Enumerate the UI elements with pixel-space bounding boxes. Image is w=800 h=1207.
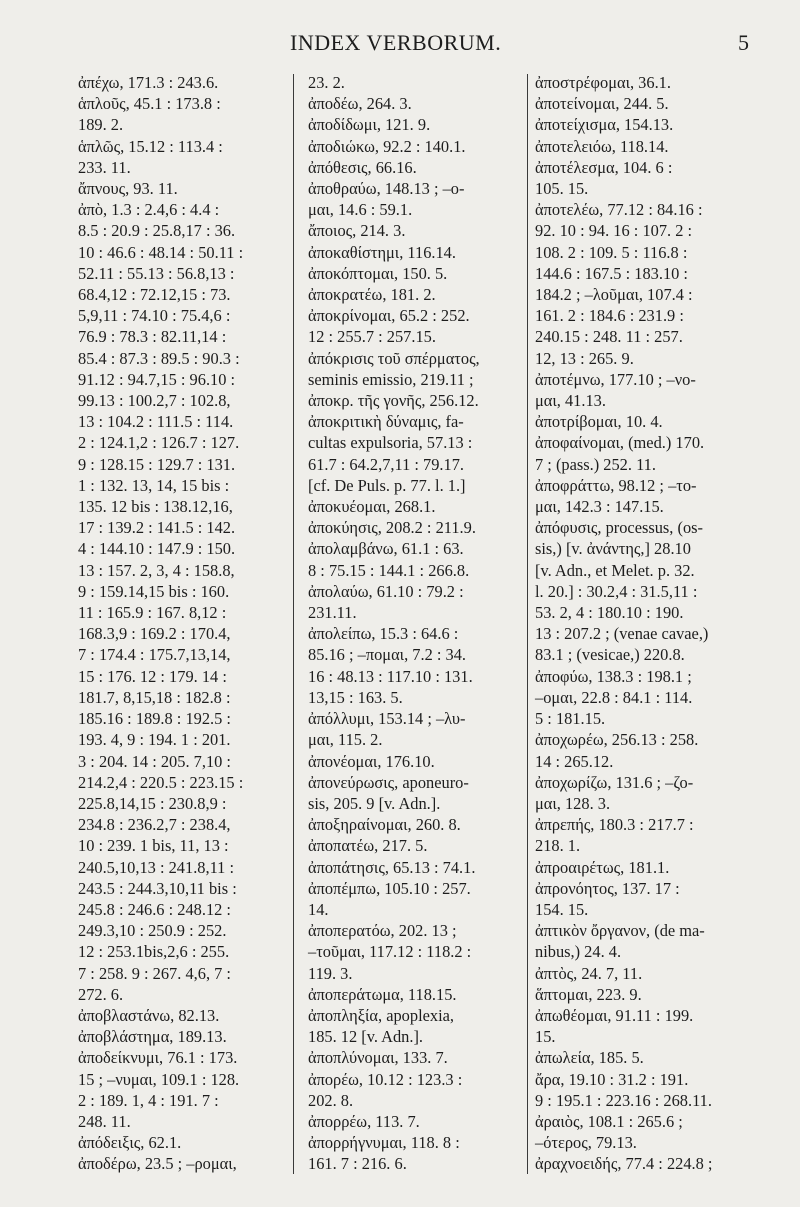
index-line: ἀραχνοειδής, 77.4 : 224.8 ; — [535, 1154, 713, 1174]
index-line: ἀποτελειόω, 118.14. — [535, 136, 669, 156]
index-line: 7 ; (pass.) 252. 11. — [535, 454, 656, 474]
index-line: 61.7 : 64.2,7,11 : 79.17. — [308, 454, 465, 474]
index-line: 9 : 128.15 : 129.7 : 131. — [78, 454, 236, 474]
index-line: ἀποκυέομαι, 268.1. — [308, 497, 436, 517]
index-line: ἀποτέλεσμα, 104. 6 : — [535, 157, 673, 177]
index-line: 7 : 258. 9 : 267. 4,6, 7 : — [78, 963, 231, 983]
index-line: ἀραιὸς, 108.1 : 265.6 ; — [535, 1111, 683, 1131]
index-line: 218. 1. — [535, 836, 581, 856]
index-line: ἀποξηραίνομαι, 260. 8. — [308, 815, 461, 835]
index-line: l. 20.] : 30.2,4 : 31.5,11 : — [535, 581, 698, 601]
index-line: ἀποδίδωμι, 121. 9. — [308, 115, 431, 135]
index-line: ἀπόθεσις, 66.16. — [308, 157, 417, 177]
index-line: ἀποτέμνω, 177.10 ; –νο- — [535, 369, 696, 389]
index-line: ἀποκρίνομαι, 65.2 : 252. — [308, 306, 470, 326]
index-line: 245.8 : 246.6 : 248.12 : — [78, 899, 231, 919]
index-line: 181.7, 8,15,18 : 182.8 : — [78, 687, 231, 707]
index-line: –τοῦμαι, 117.12 : 118.2 : — [308, 942, 472, 962]
index-line: 13 : 157. 2, 3, 4 : 158.8, — [78, 560, 235, 580]
index-line: ἀποκρ. τῆς γονῆς, 256.12. — [308, 391, 479, 411]
index-line: ἀποχωρέω, 256.13 : 258. — [535, 730, 699, 750]
index-line: ἀποκύησις, 208.2 : 211.9. — [308, 518, 476, 538]
index-line: μαι, 41.13. — [535, 391, 606, 411]
index-column-2 — [308, 72, 523, 1175]
index-line: ἀποφράττω, 98.12 ; –το- — [535, 475, 697, 495]
index-line: 135. 12 bis : 138.12,16, — [78, 497, 233, 517]
index-line: nibus,) 24. 4. — [535, 942, 622, 962]
index-line: 8 : 75.15 : 144.1 : 266.8. — [308, 560, 470, 580]
index-line: 189. 2. — [78, 115, 124, 135]
index-line: ἀποστρέφομαι, 36.1. — [535, 73, 671, 92]
index-line: 14 : 265.12. — [535, 751, 614, 771]
index-line: 154. 15. — [535, 899, 589, 919]
index-line: 234.8 : 236.2,7 : 238.4, — [78, 815, 231, 835]
column-divider-1 — [293, 74, 294, 1174]
index-line: 108. 2 : 109. 5 : 116.8 : — [535, 242, 688, 262]
index-line: ἁπλοῦς, 45.1 : 173.8 : — [78, 94, 221, 114]
index-line: 23. 2. — [308, 73, 345, 92]
index-line: 15. — [535, 1027, 556, 1047]
index-line: 231.11. — [308, 603, 357, 623]
index-line: sis, 205. 9 [v. Adn.]. — [308, 793, 441, 813]
index-line: 10 : 46.6 : 48.14 : 50.11 : — [78, 242, 244, 262]
index-line: 76.9 : 78.3 : 82.11,14 : — [78, 327, 227, 347]
index-line: 225.8,14,15 : 230.8,9 : — [78, 793, 227, 813]
index-line: ἀπορρήγνυμαι, 118. 8 : — [308, 1133, 460, 1153]
index-line: –ομαι, 22.8 : 84.1 : 114. — [535, 687, 693, 707]
index-line: 5,9,11 : 74.10 : 75.4,6 : — [78, 306, 231, 326]
index-line: 14. — [308, 899, 329, 919]
index-line: μαι, 128. 3. — [535, 793, 611, 813]
index-line: ἀπὸ, 1.3 : 2.4,6 : 4.4 : — [78, 200, 220, 220]
index-line: ἀπωθέομαι, 91.11 : 199. — [535, 1005, 694, 1025]
index-line: ἀποκριτικὴ δύναμις, fa- — [308, 412, 464, 432]
index-line: ἀπορέω, 10.12 : 123.3 : — [308, 1069, 463, 1089]
index-line: 12, 13 : 265. 9. — [535, 348, 634, 368]
index-line: ἀποπέμπω, 105.10 : 257. — [308, 878, 471, 898]
index-line: ἀποκαθίστημι, 116.14. — [308, 242, 456, 262]
index-line: 10 : 239. 1 bis, 11, 13 : — [78, 836, 229, 856]
index-line: sis,) [v. ἀνάντης,] 28.10 — [535, 539, 691, 559]
index-line: 144.6 : 167.5 : 183.10 : — [535, 263, 688, 283]
index-line: 12 : 255.7 : 257.15. — [308, 327, 436, 347]
index-line: 68.4,12 : 72.12,15 : 73. — [78, 285, 231, 305]
index-line: 11 : 165.9 : 167. 8,12 : — [78, 603, 227, 623]
index-line: 13 : 207.2 ; (venae cavae,) — [535, 624, 709, 644]
index-line: [v. Adn., et Melet. p. 32. — [535, 560, 695, 580]
index-line: 161. 7 : 216. 6. — [308, 1154, 407, 1174]
index-line: 83.1 ; (vesicae,) 220.8. — [535, 645, 685, 665]
index-line: ἀποχωρίζω, 131.6 ; –ζο- — [535, 772, 694, 792]
index-line: 16 : 48.13 : 117.10 : 131. — [308, 666, 473, 686]
index-line: ἀποπατέω, 217. 5. — [308, 836, 428, 856]
index-line: 4 : 144.10 : 147.9 : 150. — [78, 539, 236, 559]
index-line: 214.2,4 : 220.5 : 223.15 : — [78, 772, 244, 792]
index-line: 15 : 176. 12 : 179. 14 : — [78, 666, 227, 686]
index-line: 15 ; –νυμαι, 109.1 : 128. — [78, 1069, 240, 1089]
page-number: 5 — [738, 30, 749, 55]
index-line: ἀπροαιρέτως, 181.1. — [535, 857, 670, 877]
index-line: 99.13 : 100.2,7 : 102.8, — [78, 391, 231, 411]
index-line: 193. 4, 9 : 194. 1 : 201. — [78, 730, 231, 750]
index-line: 3 : 204. 14 : 205. 7,10 : — [78, 751, 231, 771]
index-line: ἀπτικὸν ὄργανον, (de ma- — [535, 921, 705, 941]
index-line: ἀποτείχισμα, 154.13. — [535, 115, 674, 135]
index-line: 202. 8. — [308, 1090, 354, 1110]
index-line: 9 : 195.1 : 223.16 : 268.11. — [535, 1090, 712, 1110]
index-line: ἄρα, 19.10 : 31.2 : 191. — [535, 1069, 689, 1089]
index-line: 2 : 124.1,2 : 126.7 : 127. — [78, 433, 240, 453]
index-line: ἀποδέω, 264. 3. — [308, 94, 412, 114]
index-line: ἀποτελέω, 77.12 : 84.16 : — [535, 200, 703, 220]
index-line: μαι, 14.6 : 59.1. — [308, 200, 413, 220]
index-line: ἀπέχω, 171.3 : 243.6. — [78, 73, 219, 92]
index-line: ἅπτομαι, 223. 9. — [535, 984, 642, 1004]
index-line: ἀποπλύνομαι, 133. 7. — [308, 1048, 448, 1068]
index-line: ἀποβλάστημα, 189.13. — [78, 1027, 227, 1047]
index-line: ἀποκόπτομαι, 150. 5. — [308, 263, 448, 283]
index-line: 8.5 : 20.9 : 25.8,17 : 36. — [78, 221, 236, 241]
index-line: ἀπονέομαι, 176.10. — [308, 751, 435, 771]
index-line: 248. 11. — [78, 1111, 131, 1131]
index-line: ἀποπερατόω, 202. 13 ; — [308, 921, 457, 941]
index-line: ἀποτρίβομαι, 10. 4. — [535, 412, 663, 432]
index-line: μαι, 142.3 : 147.15. — [535, 497, 664, 517]
index-line: ἁπλῶς, 15.12 : 113.4 : — [78, 136, 223, 156]
index-line: ἀποπληξία, apoplexia, — [308, 1005, 455, 1025]
index-line: ἀπόκρισις τοῦ σπέρματος, — [308, 348, 480, 368]
index-line: 272. 6. — [78, 984, 124, 1004]
index-line: ἀπορρέω, 113. 7. — [308, 1111, 420, 1131]
index-line: 52.11 : 55.13 : 56.8,13 : — [78, 263, 235, 283]
column-divider-2 — [527, 74, 528, 1174]
index-line: cultas expulsoria, 57.13 : — [308, 433, 473, 453]
index-line: 240.5,10,13 : 241.8,11 : — [78, 857, 235, 877]
index-line: ἄποιος, 214. 3. — [308, 221, 406, 241]
index-line: 7 : 174.4 : 175.7,13,14, — [78, 645, 231, 665]
index-line: ἀποδείκνυμι, 76.1 : 173. — [78, 1048, 238, 1068]
index-line: –ότερος, 79.13. — [535, 1133, 637, 1153]
index-line: 233. 11. — [78, 157, 131, 177]
index-line: ἀπόφυσις, processus, (os- — [535, 518, 703, 538]
index-line: ἀπόλλυμι, 153.14 ; –λυ- — [308, 709, 466, 729]
index-line: ἀποθραύω, 148.13 ; –ο- — [308, 179, 465, 199]
index-line: ἀποφαίνομαι, (med.) 170. — [535, 433, 705, 453]
index-line: 185. 12 [v. Adn.]. — [308, 1027, 424, 1047]
index-line: ἀπόδειξις, 62.1. — [78, 1133, 182, 1153]
index-line: ἀπολαύω, 61.10 : 79.2 : — [308, 581, 464, 601]
index-line: seminis emissio, 219.11 ; — [308, 369, 474, 389]
index-line: 85.4 : 87.3 : 89.5 : 90.3 : — [78, 348, 240, 368]
index-line: ἄπνους, 93. 11. — [78, 179, 178, 199]
index-line: 168.3,9 : 169.2 : 170.4, — [78, 624, 231, 644]
index-line: 91.12 : 94.7,15 : 96.10 : — [78, 369, 236, 389]
index-line: ἀπονεύρωσις, aponeuro- — [308, 772, 469, 792]
index-column-3 — [535, 72, 770, 1175]
index-line: ἀπωλεία, 185. 5. — [535, 1048, 644, 1068]
index-line: ἀπολαμβάνω, 61.1 : 63. — [308, 539, 464, 559]
index-line: 17 : 139.2 : 141.5 : 142. — [78, 518, 236, 538]
index-line: ἀποπάτησις, 65.13 : 74.1. — [308, 857, 476, 877]
index-line: 1 : 132. 13, 14, 15 bis : — [78, 475, 230, 495]
index-line: 105. 15. — [535, 179, 589, 199]
index-line: 185.16 : 189.8 : 192.5 : — [78, 709, 231, 729]
index-line: 184.2 ; –λοῦμαι, 107.4 : — [535, 285, 693, 305]
index-line: ἀπολείπω, 15.3 : 64.6 : — [308, 624, 459, 644]
index-line: ἀποβλαστάνω, 82.13. — [78, 1005, 220, 1025]
index-line: ἀποφύω, 138.3 : 198.1 ; — [535, 666, 692, 686]
index-line: 9 : 159.14,15 bis : 160. — [78, 581, 230, 601]
index-line: ἀποδέρω, 23.5 ; –ρομαι, — [78, 1154, 237, 1174]
index-column-1 — [78, 72, 288, 1175]
index-line: [cf. De Puls. p. 77. l. 1.] — [308, 475, 466, 495]
index-line: ἀπρονόητος, 137. 17 : — [535, 878, 680, 898]
index-line: ἀποκρατέω, 181. 2. — [308, 285, 436, 305]
index-line: 53. 2, 4 : 180.10 : 190. — [535, 603, 684, 623]
index-line: 119. 3. — [308, 963, 353, 983]
page-title: INDEX VERBORUM. — [290, 30, 502, 55]
index-line: ἀπτὸς, 24. 7, 11. — [535, 963, 643, 983]
index-line: ἀποτείνομαι, 244. 5. — [535, 94, 669, 114]
index-line: ἀποπεράτωμα, 118.15. — [308, 984, 457, 1004]
index-line: 161. 2 : 184.6 : 231.9 : — [535, 306, 684, 326]
index-line: 92. 10 : 94. 16 : 107. 2 : — [535, 221, 693, 241]
index-line: ἀποδιώκω, 92.2 : 140.1. — [308, 136, 466, 156]
index-line: 12 : 253.1bis,2,6 : 255. — [78, 942, 230, 962]
page-header — [0, 30, 800, 60]
index-line: ἀπρεπής, 180.3 : 217.7 : — [535, 815, 694, 835]
index-line: 243.5 : 244.3,10,11 bis : — [78, 878, 237, 898]
index-line: 240.15 : 248. 11 : 257. — [535, 327, 683, 347]
index-line: μαι, 115. 2. — [308, 730, 383, 750]
index-line: 13,15 : 163. 5. — [308, 687, 403, 707]
index-line: 13 : 104.2 : 111.5 : 114. — [78, 412, 234, 432]
index-line: 2 : 189. 1, 4 : 191. 7 : — [78, 1090, 219, 1110]
index-line: 249.3,10 : 250.9 : 252. — [78, 921, 227, 941]
index-line: 5 : 181.15. — [535, 709, 606, 729]
index-line: 85.16 ; –πομαι, 7.2 : 34. — [308, 645, 466, 665]
